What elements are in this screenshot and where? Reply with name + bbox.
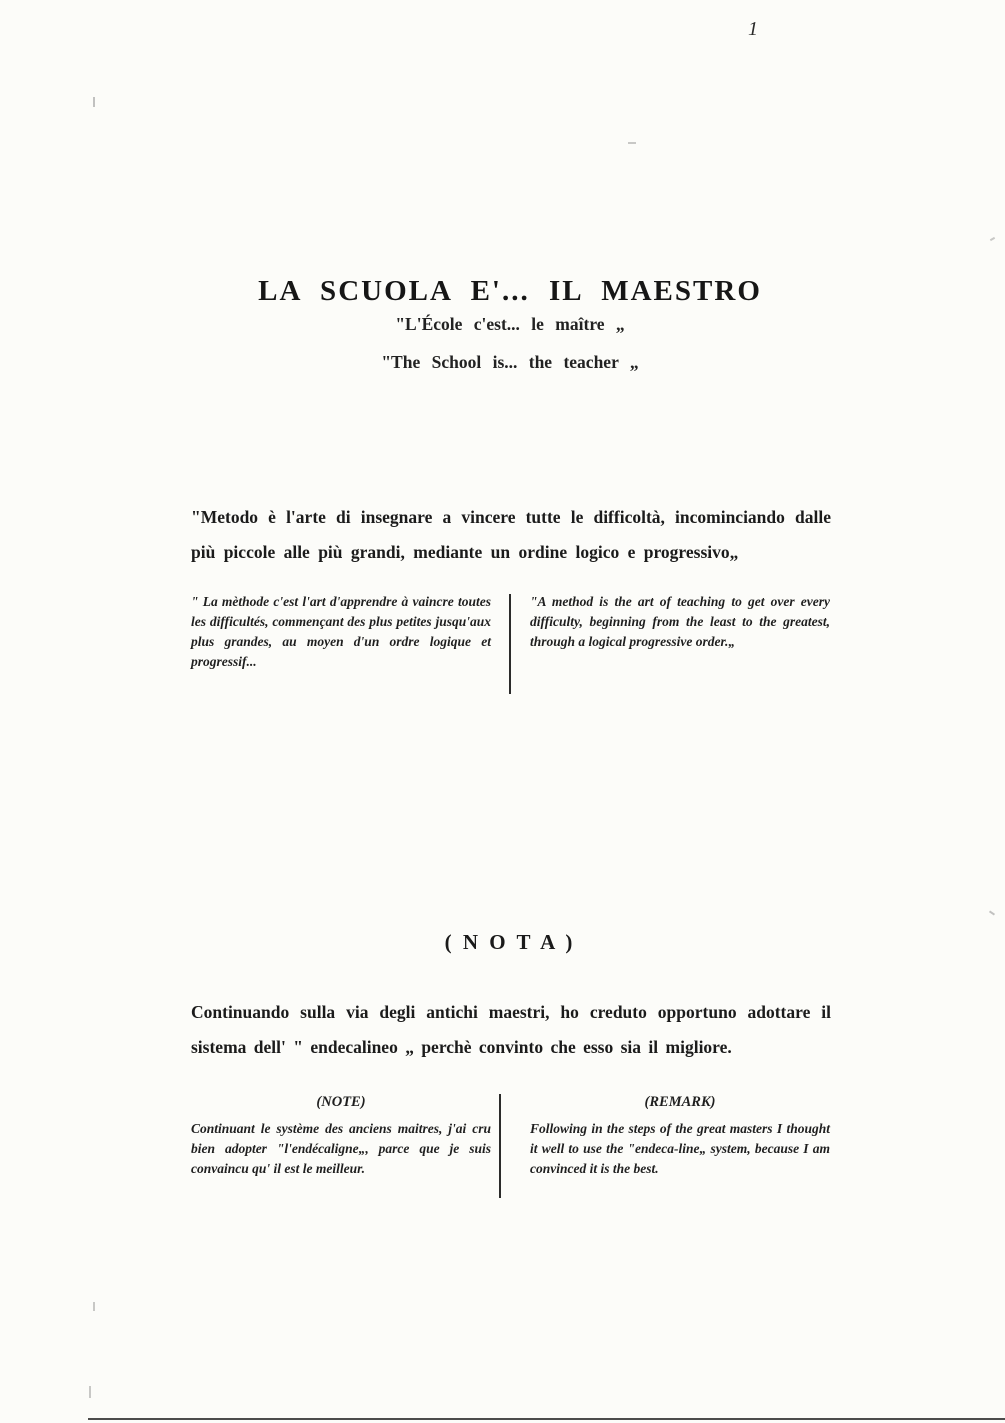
page-number: 1 [748, 18, 758, 40]
note-heading-french: (NOTE) [316, 1094, 366, 1110]
nota-heading: ( N O T A ) [444, 930, 576, 954]
scan-artifact [990, 237, 995, 241]
motto-english: "A method is the art of teaching to get over every difficulty, beginning from the least to the greatest, through a logical progressive order.„ [530, 594, 830, 649]
scanned-page-content [185, 0, 835, 1423]
scan-artifact [628, 142, 636, 144]
scan-artifact [89, 1386, 91, 1398]
page-bottom-edge [88, 1418, 1005, 1420]
column-divider [499, 1094, 501, 1198]
column-divider [509, 594, 511, 694]
note-french-column [191, 1092, 491, 1179]
scan-artifact [93, 1302, 95, 1311]
motto-columns [185, 592, 835, 702]
scan-artifact [989, 910, 995, 915]
subtitle-french: "L'École c'est... le maître „ [395, 314, 625, 334]
note-english-text: Following in the steps of the great masters I thought it well to use the "endeca-line„ system, because I am convinced it is the best. [530, 1121, 830, 1176]
page-title: LA SCUOLA E'... IL MAESTRO [258, 275, 762, 307]
scan-artifact [93, 97, 95, 107]
note-columns [185, 1092, 835, 1207]
note-english-column [530, 1092, 830, 1179]
note-heading-english: (REMARK) [644, 1094, 716, 1110]
nota-italian: Continuando sulla via degli antichi maestri, ho creduto opportuno adottare il sistema dell' " endecalineo „ perchè convinto che esso sia il migliore. [191, 1002, 831, 1057]
subtitle-english: "The School is... the teacher „ [381, 352, 639, 372]
motto-french: " La mèthode c'est l'art d'apprendre à vaincre toutes les difficultés, commençant des plus petites jusqu'aux plus grandes, au moyen d'un ordre logique et progressif... [191, 594, 491, 669]
note-french-text: Continuant le système des anciens maitres, j'ai cru bien adopter "l'endécaligne„, parce que je suis convaincu qu' il est le meilleur. [191, 1121, 491, 1176]
motto-italian: "Metodo è l'arte di insegnare a vincere tutte le difficoltà, incominciando dalle più piccole alle più grandi, mediante un ordine logico e progressivo„ [191, 507, 831, 562]
